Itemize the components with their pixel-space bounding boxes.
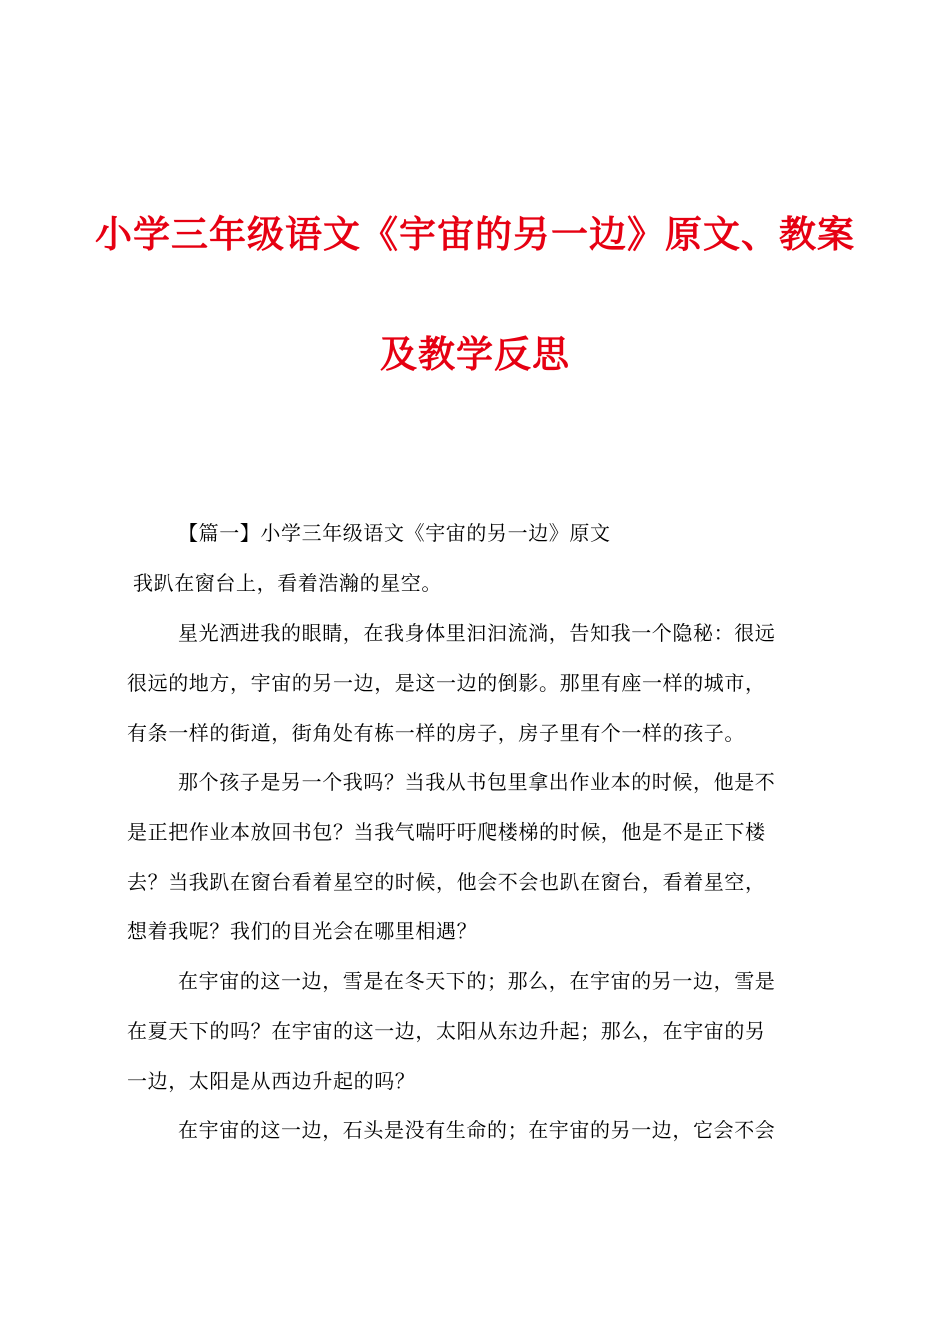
paragraph-line: 在夏天下的吗？在宇宙的这一边，太阳从东边升起；那么，在宇宙的另 bbox=[127, 1019, 766, 1043]
paragraph-line: 很远的地方，宇宙的另一边，是这一边的倒影。那里有座一样的城市， bbox=[127, 671, 766, 695]
paragraph-line: 想着我呢？我们的目光会在哪里相遇？ bbox=[127, 919, 478, 943]
paragraph-line: 我趴在窗台上，看着浩瀚的星空。 bbox=[133, 571, 442, 595]
paragraph-line: 那个孩子是另一个我吗？当我从书包里拿出作业本的时候，他是不 bbox=[178, 770, 776, 794]
paragraph-line: 星光洒进我的眼睛，在我身体里汩汩流淌，告知我一个隐秘：很远 bbox=[178, 621, 776, 645]
paragraph-line: 有条一样的街道，街角处有栋一样的房子，房子里有个一样的孩子。 bbox=[127, 721, 745, 745]
paragraph-line: 一边，太阳是从西边升起的吗？ bbox=[127, 1069, 416, 1093]
paragraph-line: 在宇宙的这一边，石头是没有生命的；在宇宙的另一边，它会不会 bbox=[178, 1118, 776, 1142]
document-title-line-1: 小学三年级语文《宇宙的另一边》原文、教案 bbox=[95, 212, 855, 256]
document-title-line-2: 及教学反思 bbox=[380, 332, 570, 376]
paragraph-line: 去？当我趴在窗台看着星空的时候，他会不会也趴在窗台，看着星空， bbox=[127, 870, 766, 894]
paragraph-line: 是正把作业本放回书包？当我气喘吁吁爬楼梯的时候，他是不是正下楼 bbox=[127, 820, 766, 844]
paragraph-line: 在宇宙的这一边，雪是在冬天下的；那么，在宇宙的另一边，雪是 bbox=[178, 969, 776, 993]
section-heading: 【篇一】小学三年级语文《宇宙的另一边》原文 bbox=[178, 521, 611, 545]
